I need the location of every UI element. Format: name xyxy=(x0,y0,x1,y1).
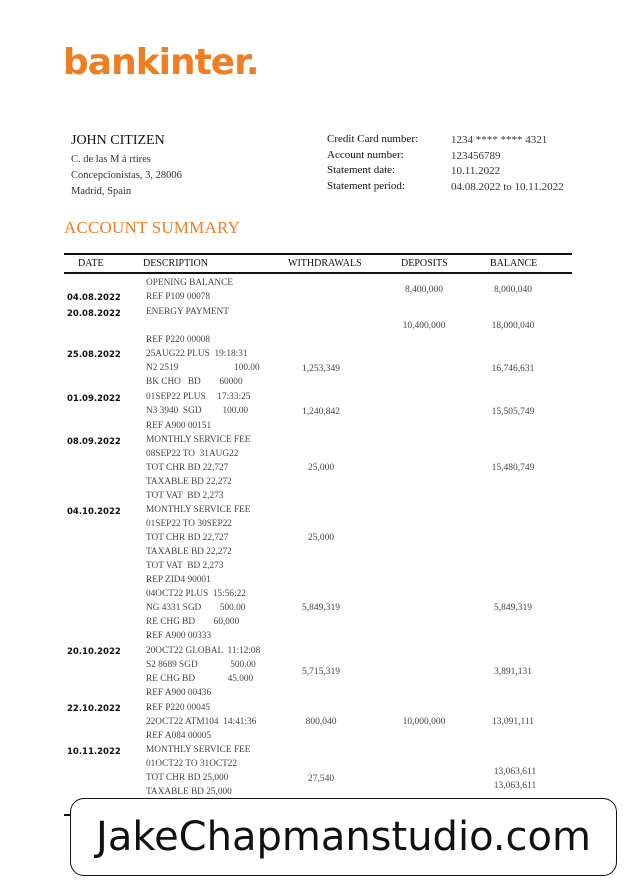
description-line: TAXABLE BD 22,272 xyxy=(146,477,232,487)
description-line: REF A900 00151 xyxy=(146,421,212,431)
description-line: TOT CHR BD 22,727 xyxy=(146,463,229,473)
balance-amount: 13,063,611 xyxy=(493,781,537,791)
balance-amount: 16,746,631 xyxy=(491,364,535,374)
deposits-column-header: DEPOSITS xyxy=(401,258,448,269)
statement-date-value: 10.11.2022 xyxy=(451,165,501,177)
statement-date-label: Statement date: xyxy=(327,164,396,176)
description-line: TOT CHR BD 25,000 xyxy=(146,773,229,783)
description-line: NG 4331 SGD 500.00 xyxy=(146,603,246,613)
withdrawal-amount: 1,240,842 xyxy=(302,407,340,417)
description-line: REP ZID4 90001 xyxy=(146,575,211,585)
transaction-date: 25.08.2022 xyxy=(67,350,121,360)
description-line: TAXABLE BD 25,000 xyxy=(146,787,232,797)
description-line: 01SEP22 TO 30SEP22 xyxy=(146,519,232,529)
header-bottom-rule xyxy=(64,272,572,274)
address-line-2: Concepcionistas, 3, 28006 xyxy=(71,170,182,181)
withdrawal-amount: 27,540 xyxy=(307,774,335,784)
description-line: N3 3940 SGD 100.00 xyxy=(146,406,249,416)
description-line: 20OCT22 GLOBAL 11:12:08 xyxy=(146,646,261,656)
description-line: REF P220 00045 xyxy=(146,703,211,713)
balance-amount: 5,849,319 xyxy=(494,603,532,613)
deposit-amount: 10,000,000 xyxy=(402,717,446,727)
customer-name: JOHN CITIZEN xyxy=(71,133,165,148)
transaction-date: 04.10.2022 xyxy=(67,507,121,517)
description-line: TOT CHR BD 22,727 xyxy=(146,533,229,543)
transaction-date: 08.09.2022 xyxy=(67,437,121,447)
transaction-date: 04.08.2022 xyxy=(67,293,121,303)
bankinter-logo: bankinter. xyxy=(63,42,259,83)
description-line: MONTHLY SERVICE FEE xyxy=(146,745,251,755)
statement-period-value: 04.08.2022 to 10.11.2022 xyxy=(451,181,564,193)
balance-amount: 3,891,131 xyxy=(494,667,532,677)
description-line: REF A900 00436 xyxy=(146,688,212,698)
address-line-1: C. de las M á rtires xyxy=(71,154,151,165)
transaction-date: 20.08.2022 xyxy=(67,309,121,319)
balance-column-header: BALANCE xyxy=(490,258,538,269)
transaction-date: 10.11.2022 xyxy=(67,747,121,757)
table-top-rule xyxy=(64,253,572,255)
deposit-amount: 8,400,000 xyxy=(405,285,443,295)
description-line: 25AUG22 PLUS 19:18:31 xyxy=(146,349,248,359)
description-line: TOT VAT BD 2,273 xyxy=(146,491,224,501)
description-line: REF A900 00333 xyxy=(146,631,212,641)
address-line-3: Madrid, Spain xyxy=(71,186,132,197)
withdrawal-amount: 25,000 xyxy=(307,463,335,473)
balance-amount: 13,091,111 xyxy=(491,717,535,727)
withdrawal-amount: 25,000 xyxy=(307,533,335,543)
withdrawal-amount: 1,253,349 xyxy=(302,364,340,374)
description-line: 22OCT22 ATM104 14:41:36 xyxy=(146,717,257,727)
account-number-value: 123456789 xyxy=(451,150,501,162)
description-line: BK CHO BD 60000 xyxy=(146,377,243,387)
card-number-value: 1234 **** **** 4321 xyxy=(451,134,548,146)
withdrawal-amount: 5,715,319 xyxy=(302,667,340,677)
account-number-label: Account number: xyxy=(327,149,404,161)
description-line: S2 8689 SGD 500.00 xyxy=(146,660,256,670)
balance-amount: 8,000,040 xyxy=(494,285,532,295)
balance-amount: 13,063,611 xyxy=(493,767,537,777)
description-line: 01OCT22 TO 31OCT22 xyxy=(146,759,238,769)
description-line: MONTHLY SERVICE FEE xyxy=(146,435,251,445)
description-line: 08SEP22 TO 31AUG22 xyxy=(146,449,239,459)
description-line: 01SEP22 PLUS 17:33:25 xyxy=(146,392,251,402)
description-line: TOT VAT BD 2,273 xyxy=(146,561,224,571)
description-line: RE CHG BD 45.000 xyxy=(146,674,254,684)
withdrawals-column-header: WITHDRAWALS xyxy=(288,258,362,269)
transaction-date: 22.10.2022 xyxy=(67,704,121,714)
transaction-date: 20.10.2022 xyxy=(67,647,121,657)
balance-amount: 15,480,749 xyxy=(491,463,535,473)
description-column-header: DESCRIPTION xyxy=(143,258,209,269)
withdrawal-amount: 800,040 xyxy=(305,717,337,727)
description-line: RE CHG BD 60,000 xyxy=(146,617,240,627)
description-line: REF A084 00005 xyxy=(146,731,212,741)
withdrawal-amount: 5,849,319 xyxy=(302,603,340,613)
description-line: TAXABLE BD 22,272 xyxy=(146,547,232,557)
description-line: N2 2519 100.00 xyxy=(146,363,260,373)
transaction-date: 01.09.2022 xyxy=(67,394,121,404)
watermark-banner: JakeChapmanstudio.com xyxy=(70,798,617,876)
description-line: 04OCT22 PLUS 15:56:22 xyxy=(146,589,246,599)
description-line: REF P220 00008 xyxy=(146,335,211,345)
account-summary-title: ACCOUNT SUMMARY xyxy=(64,218,241,237)
description-line: REF P109 00078 xyxy=(146,292,211,302)
balance-amount: 18,000,040 xyxy=(491,321,535,331)
card-number-label: Credit Card number: xyxy=(327,133,419,145)
statement-period-label: Statement period: xyxy=(327,180,405,192)
description-line: OPENING BALANCE xyxy=(146,278,234,288)
description-line: ENERGY PAYMENT xyxy=(146,307,229,317)
date-column-header: DATE xyxy=(78,258,104,269)
balance-amount: 15,505,749 xyxy=(491,407,535,417)
description-line: MONTHLY SERVICE FEE xyxy=(146,505,251,515)
deposit-amount: 10,400,000 xyxy=(402,321,446,331)
